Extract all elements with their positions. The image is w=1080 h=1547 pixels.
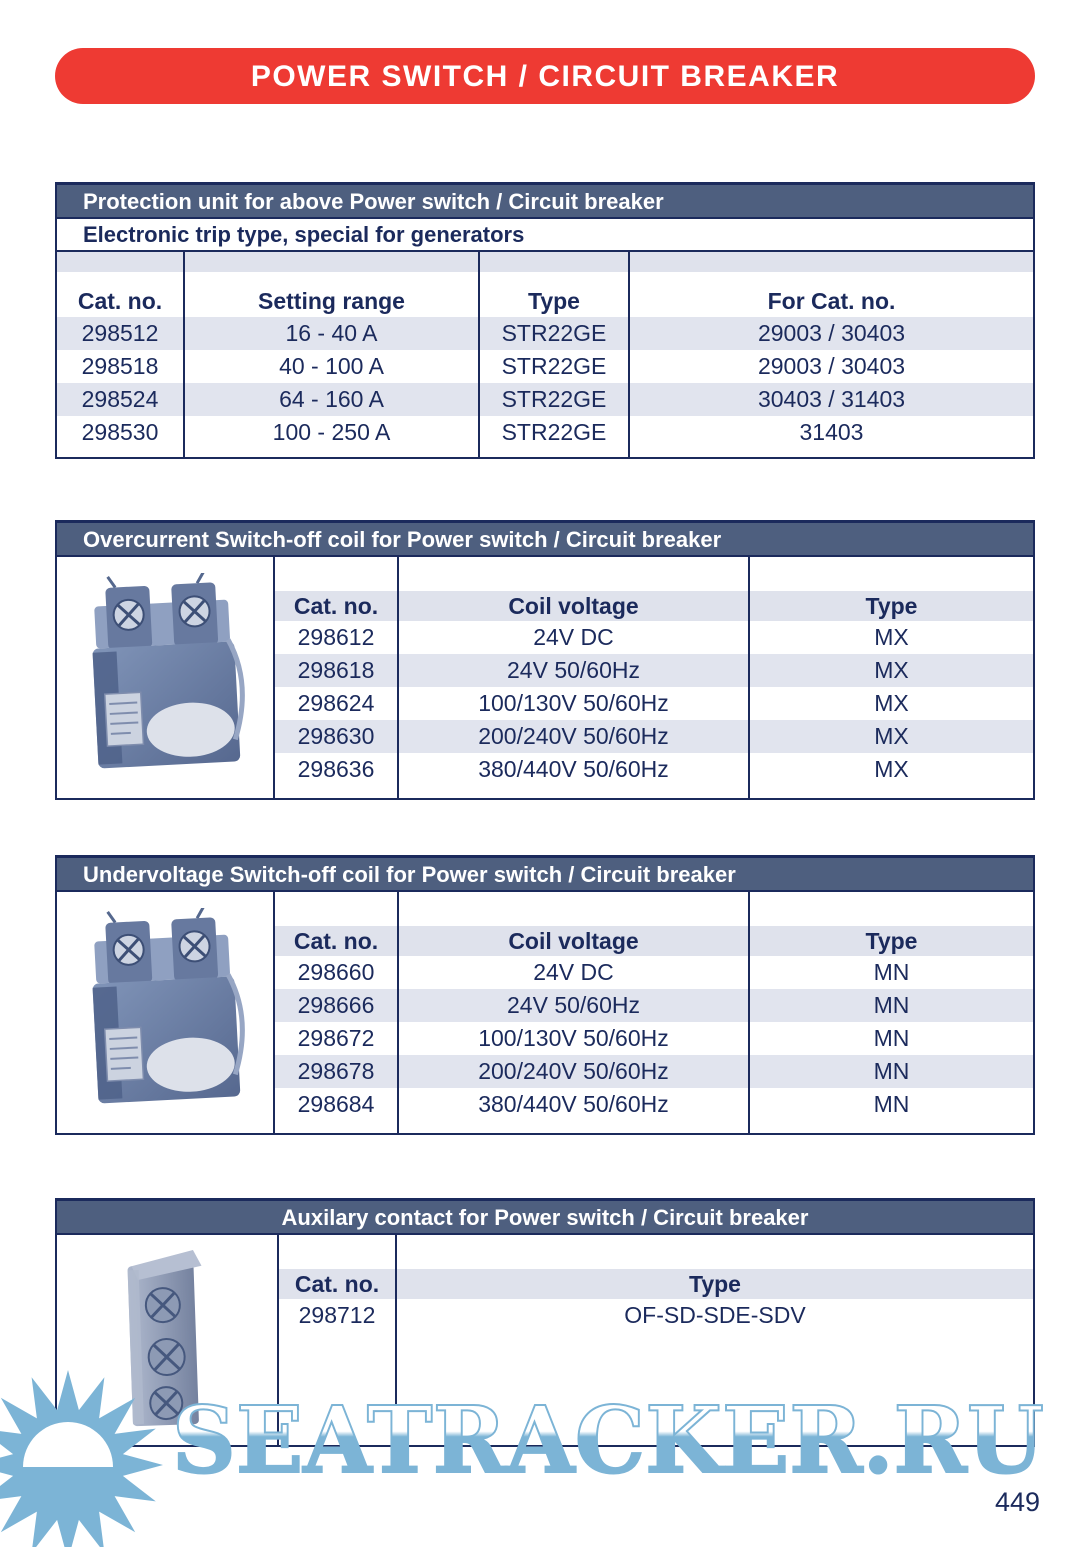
table-cell: 298512 [57,317,185,350]
table-cell: 16 - 40 A [185,317,480,350]
spacer-cell [185,272,480,285]
table-cell: 298684 [275,1088,399,1121]
table-row [57,383,1033,416]
spacer-cell [399,892,750,926]
table-row [275,687,1033,720]
table-cell: 298660 [275,956,399,989]
spacer-cell [185,252,480,272]
protection-unit-table [55,182,1035,459]
table-cell: 100/130V 50/60Hz [399,1022,750,1055]
table-title: Undervoltage Switch-off coil for Power switch / Circuit breaker [57,858,1033,892]
undervoltage-coil-table [55,855,1035,1135]
spacer-band [275,892,1033,926]
table-header-row [57,285,1033,317]
table-cell: 29003 / 30403 [757,320,906,346]
table-cell: 380/440V 50/60Hz [399,753,750,786]
column-header: Type [480,285,630,317]
spacer-cell [399,557,750,591]
table-row [275,654,1033,687]
spacer-cell [275,557,399,591]
table-body [57,1235,1033,1445]
filler-row [275,786,1033,798]
spacer-cell [275,786,399,798]
spacer-cell [630,272,1033,285]
table-cell: 24V 50/60Hz [399,654,750,687]
spacer-band [57,272,1033,285]
table-cell: 24V DC [399,621,750,654]
spacer-cell [275,1121,399,1133]
column-header: Cat. no. [275,926,399,956]
table-cell: MX [874,756,909,782]
filler-row [275,1121,1033,1133]
table-cell: 298518 [57,350,185,383]
table-body [57,557,1033,798]
table-cell: STR22GE [480,416,630,449]
column-header: Setting range [185,285,480,317]
table-cell: MN [873,992,910,1018]
table-row [57,416,1033,449]
table-row [57,317,1033,350]
table-header-row [275,591,1033,621]
column-header: Coil voltage [399,926,750,956]
table-row [57,350,1033,383]
table-cell: 380/440V 50/60Hz [399,1088,750,1121]
table-row [275,1055,1033,1088]
table-cell: MN [873,1025,910,1051]
table-cell: 200/240V 50/60Hz [399,1055,750,1088]
table-row [275,720,1033,753]
table-cell: 298630 [275,720,399,753]
spacer-band [275,557,1033,591]
watermark-text: SEATRACKER.RU [172,1386,1044,1494]
table-cell: STR22GE [480,383,630,416]
table-cell: STR22GE [480,350,630,383]
product-image-cell [57,557,275,798]
table-row [275,989,1033,1022]
spacer-cell [480,449,630,457]
spacer-cell [57,272,185,285]
table-cell: MX [874,657,909,683]
spacer-cell [399,786,750,798]
spacer-cell [279,1332,397,1445]
table-cell: 64 - 160 A [185,383,480,416]
table-row [275,1088,1033,1121]
table-cell: 29003 / 30403 [757,353,906,379]
table-title: Overcurrent Switch-off coil for Power switch / Circuit breaker [57,523,1033,557]
table-columns-region [275,557,1033,798]
table-body [57,892,1033,1133]
table-cell: 298530 [57,416,185,449]
spacer-band [57,252,1033,272]
column-header: Type [689,1271,741,1297]
spacer-cell [480,272,630,285]
overcurrent-coil-table [55,520,1035,800]
table-cell: 298678 [275,1055,399,1088]
spacer-cell [750,557,1033,591]
spacer-cell [397,1235,1033,1269]
spacer-cell [399,1121,750,1133]
table-cell: 100 - 250 A [185,416,480,449]
table-cell: 200/240V 50/60Hz [399,720,750,753]
table-cell: 298618 [275,654,399,687]
table-cell: 298624 [275,687,399,720]
spacer-cell [57,252,185,272]
table-cell: 24V DC [399,956,750,989]
page-number: 449 [994,1487,1041,1517]
filler-row [279,1332,1033,1445]
table-cell: 298712 [279,1299,397,1332]
table-row [275,621,1033,654]
table-cell: 24V 50/60Hz [399,989,750,1022]
table-cell: 298636 [275,753,399,786]
spacer-cell [630,449,1033,457]
column-header: For Cat. no. [767,288,896,314]
column-header: Coil voltage [399,591,750,621]
table-row [275,956,1033,989]
table-cell: 298672 [275,1022,399,1055]
spacer-cell [397,1332,1033,1445]
table-columns-region [279,1235,1033,1445]
table-cell: MX [874,624,909,650]
auxiliary-contact-photo [100,1243,235,1433]
table-cell: 40 - 100 A [185,350,480,383]
overcurrent-coil-photo [80,573,250,783]
table-cell: MN [873,959,910,985]
spacer-cell [750,1121,1033,1133]
column-header: Type [865,928,918,954]
table-cell: 30403 / 31403 [757,386,906,412]
table-subtitle: Electronic trip type, special for generators [57,219,1033,252]
table-cell: MX [874,690,909,716]
spacer-cell [750,786,1033,798]
spacer-cell [630,252,1033,272]
table-title: Protection unit for above Power switch / Circuit breaker [57,185,1033,219]
table-cell: 298612 [275,621,399,654]
filler-row [57,449,1033,457]
table-cell: STR22GE [480,317,630,350]
column-header: Cat. no. [57,285,185,317]
table-row [275,1022,1033,1055]
spacer-cell [750,892,1033,926]
table-cell: 298524 [57,383,185,416]
table-cell: 298666 [275,989,399,1022]
table-cell: MN [873,1058,910,1084]
table-header-row [279,1269,1033,1299]
table-cell: OF-SD-SDE-SDV [624,1302,806,1328]
spacer-cell [57,449,185,457]
table-row [279,1299,1033,1332]
table-title: Auxilary contact for Power switch / Circuit breaker [57,1201,1033,1235]
section-banner: POWER SWITCH / CIRCUIT BREAKER [55,48,1035,104]
column-header: Cat. no. [279,1269,397,1299]
column-header: Type [865,593,918,619]
spacer-cell [279,1235,397,1269]
table-cell: MN [873,1091,910,1117]
table-row [275,753,1033,786]
product-image-cell [57,1235,279,1445]
table-columns-region [275,892,1033,1133]
spacer-cell [185,449,480,457]
spacer-cell [275,892,399,926]
column-header: Cat. no. [275,591,399,621]
spacer-band [279,1235,1033,1269]
table-header-row [275,926,1033,956]
spacer-cell [480,252,630,272]
table-cell: MX [874,723,909,749]
undervoltage-coil-photo [80,908,250,1118]
table-cell: 31403 [799,419,864,445]
auxiliary-contact-table [55,1198,1035,1447]
table-cell: 100/130V 50/60Hz [399,687,750,720]
product-image-cell [57,892,275,1133]
